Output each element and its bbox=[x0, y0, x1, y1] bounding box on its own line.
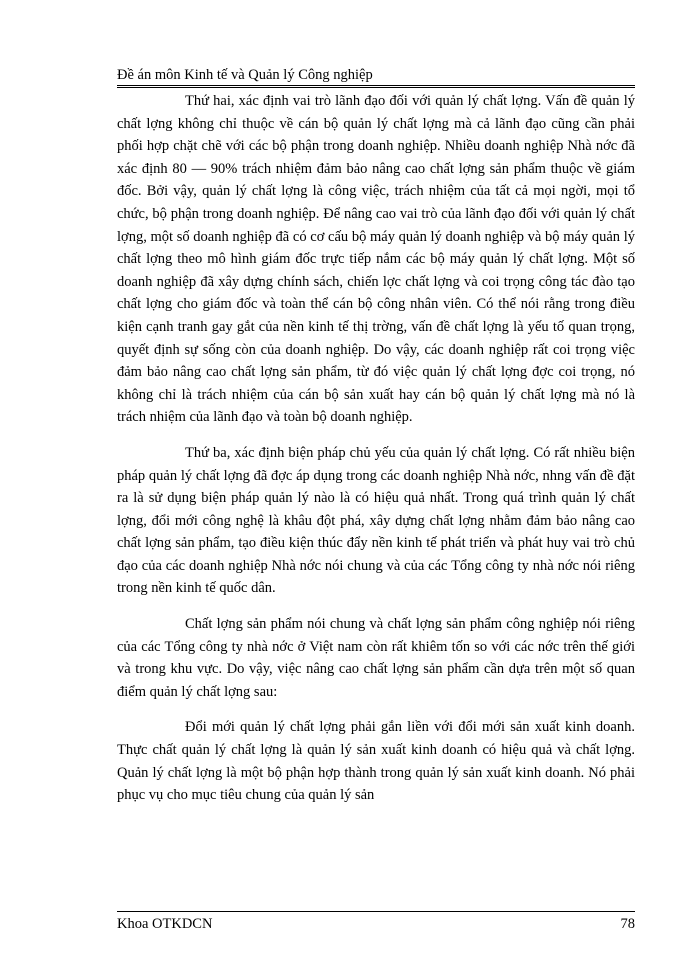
paragraph-product-quality: Chất lợng sản phẩm nói chung và chất lợng sản phẩm công nghiệp nói riêng của các Tổng công ty nhà nớc ở Việt nam còn rất khiêm tốn so với các nớc trên thế giới và trong khu vực. Do vậy, việc nâng cao chất lợng sản phẩm cần dựa trên một số quan điểm quản lý chất lợng sau: bbox=[117, 616, 635, 700]
document-body bbox=[117, 90, 635, 807]
paragraph-innovation: Đổi mới quản lý chất lợng phải gắn liền với đổi mới sản xuất kinh doanh. Thực chất quản lý chất lợng là quản lý sản xuất kinh doanh có hiệu quả và chất lợng. Quản lý chất lợng là một bộ phận hợp thành trong quản lý sản xuất kinh doanh. Nó phải phục vụ cho mục tiêu chung của quản lý sản bbox=[117, 719, 635, 804]
page-number: 78 bbox=[620, 916, 635, 932]
page-header bbox=[117, 66, 635, 88]
footer-department: Khoa OTKDCN bbox=[117, 916, 213, 932]
page-footer bbox=[117, 911, 635, 933]
paragraph-leadership-role: Thứ hai, xác định vai trò lãnh đạo đối với quản lý chất lợng. Vấn đề quản lý chất lợng không chỉ thuộc về cán bộ quản lý chất lợng mà cả lãnh đạo cũng cần phải phối hợp chặt chẽ với các bộ phận trong doanh nghiệp. Nhiều doanh nghiệp Nhà nớc đã xác định 80 — 90% trách nhiệm đảm bảo nâng cao chất lợng sản phẩm thuộc về giám đốc. Bởi vậy, quản lý chất lợng là công việc, trách nhiệm của tất cả mọi ngời, mọi tổ chức, bộ phận trong doanh nghiệp. Để nâng cao vai trò của lãnh đạo đối với quản lý chất lợng, một số doanh nghiệp đã có cơ cấu bộ máy quản lý doanh nghiệp và bộ máy quản lý chất lợng theo mô hình giám đốc trực tiếp nắm các bộ máy quản lý chất lợng. Một số doanh nghiệp đã xây dựng chính sách, chiến lợc chất lợng và coi trọng công tác đào tạo chất lợng cho giám đốc và toàn thể cán bộ công nhân viên. Có thể nói rằng trong điều kiện cạnh tranh gay gắt của nền kinh tế thị trờng, vấn đề chất lợng là yếu tố quan trọng, quyết định sự sống còn của doanh nghiệp. Do vậy, các doanh nghiệp rất coi trọng việc đảm bảo nâng cao chất lợng sản phẩm, từ đó việc quản lý chất lợng đợc coi trọng, nó không chỉ là trách nhiệm của cán bộ sản xuất hay cán bộ quản lý chất lợng mà nó là trách nhiệm của lãnh đạo và toàn bộ doanh nghiệp. bbox=[117, 93, 635, 426]
header-title: Đề án môn Kinh tế và Quản lý Công nghiệp bbox=[117, 67, 373, 83]
paragraph-main-measures: Thứ ba, xác định biện pháp chủ yếu của quản lý chất lợng. Có rất nhiều biện pháp quản lý chất lợng đã đợc áp dụng trong các doanh nghiệp Nhà nớc, nhng vấn đề đặt ra là sử dụng biện pháp quản lý nào là có hiệu quả nhất. Trong quá trình quản lý chất lợng, đổi mới công nghệ là khâu đột phá, xây dựng chất lợng nhằm đảm bảo nâng cao chất lợng sản phẩm, tạo điều kiện thúc đẩy nền kinh tế phát triển và phát huy vai trò chủ đạo của các doanh nghiệp Nhà nớc nói chung và của các Tổng công ty nhà nớc nói riêng trong nền kinh tế quốc dân. bbox=[117, 444, 635, 597]
